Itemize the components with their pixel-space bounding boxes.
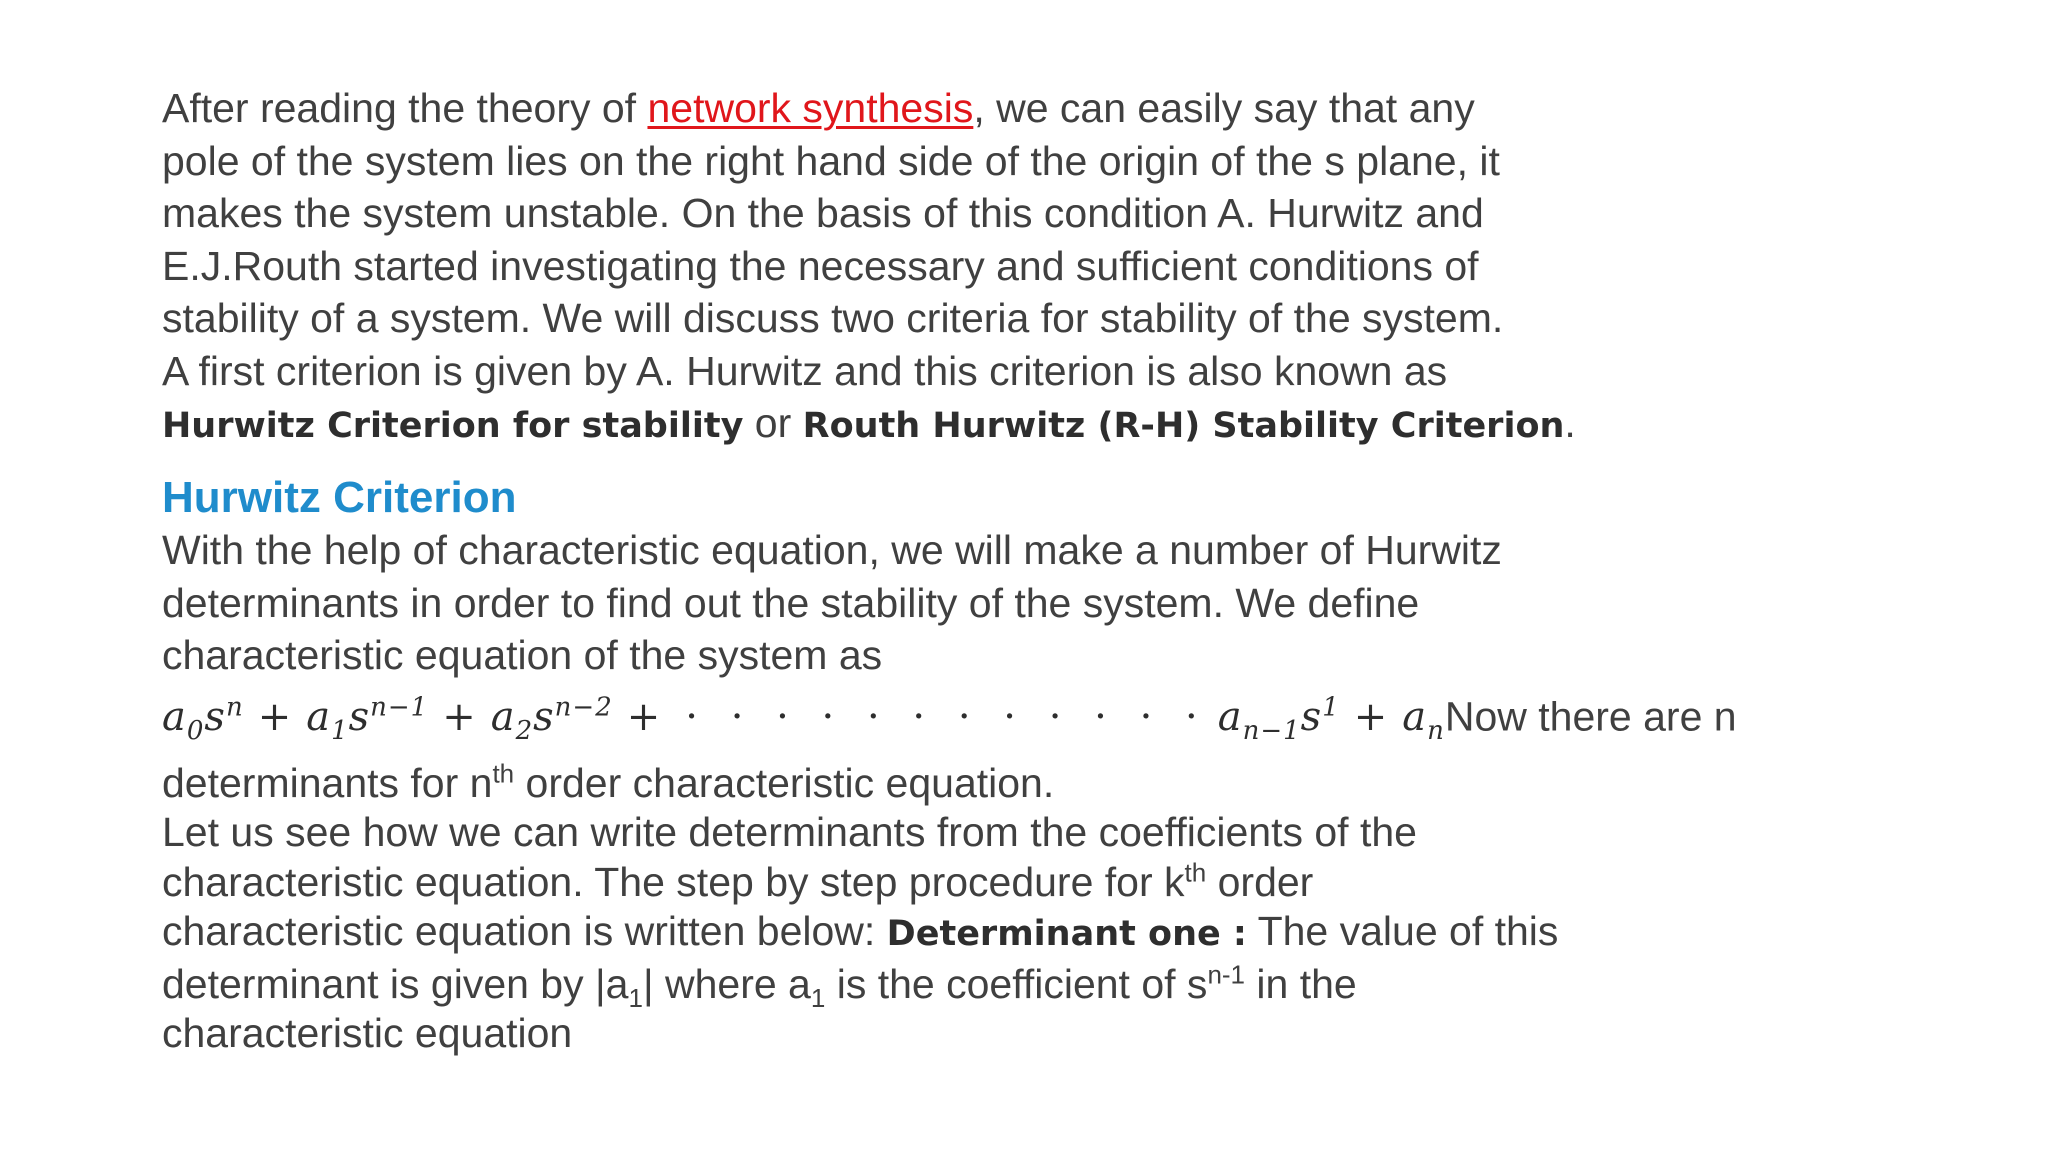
intro-line-1: After reading the theory of network synthesis, we can easily say that any	[162, 85, 1475, 131]
intro-line-6: A first criterion is given by A. Hurwitz and this criterion is also known as	[162, 347, 1448, 394]
hurwitz-line-2: determinants in order to find out the stability of the system. We define	[162, 579, 1420, 626]
intro-line-5: stability of a system. We will discuss two criteria for stability of the system.	[162, 295, 1504, 341]
hurwitz-line-1: With the help of characteristic equation, we will make a number of Hurwitz	[162, 527, 1502, 573]
procedure-line-5: characteristic equation	[162, 1010, 573, 1056]
intro-line-3: makes the system unstable. On the basis of this condition A. Hurwitz and	[162, 190, 1484, 236]
procedure-line-2: characteristic equation. The step by step procedure for $k^{th}$ order	[162, 856, 1314, 905]
intro-line-2: pole of the system lies on the right hand side of the origin of the s plane, it	[162, 137, 1500, 184]
procedure-line-3: characteristic equation is written below: Determinant one : The value of this	[162, 908, 1559, 954]
determinant-one-bold: Determinant one :	[886, 914, 1247, 954]
intro-line-4: E.J.Routh started investigating the necessary and sufficient conditions of	[162, 242, 1479, 289]
routh-hurwitz-bold: Routh Hurwitz (R-H) Stability Criterion	[802, 406, 1565, 446]
intro-paragraph	[162, 82, 1922, 453]
equation-line: $a_0s^n + a_1s^{n-1} + a_2s^{n-2}$ + · · · · · · · · · · · · $a_{n-1}s^1 + a_nNow$ there are n	[162, 692, 1737, 746]
procedure-line-4: determinant is given by $|a_1|$ where $a_1$ is the coefficient of $s^{n-1}$ in the	[162, 958, 1357, 1013]
hurwitz-line-3: characteristic equation of the system as	[162, 632, 883, 678]
procedure-line-1: Let us see how we can write determinants from the coefficients of the	[162, 809, 1417, 855]
characteristic-equation: $a_0s^n + a_1s^{n-1} + a_2s^{n-2}$ + · · · · · · · · · · · · $a_{n-1}s^1 + a_n$	[162, 692, 1445, 746]
hurwitz-section	[162, 472, 1922, 810]
hurwitz-line-5: determinants for $n^{th}$ order characteristic equation.	[162, 758, 1055, 807]
hurwitz-criterion-bold: Hurwitz Criterion for stability	[162, 406, 744, 446]
section-heading: Hurwitz Criterion	[162, 473, 517, 522]
intro-line-7: Hurwitz Criterion for stability or Routh Hurwitz (R-H) Stability Criterion.	[162, 400, 1576, 446]
network-synthesis-link[interactable]: network synthesis	[647, 85, 974, 131]
procedure-paragraph	[162, 808, 1922, 1059]
